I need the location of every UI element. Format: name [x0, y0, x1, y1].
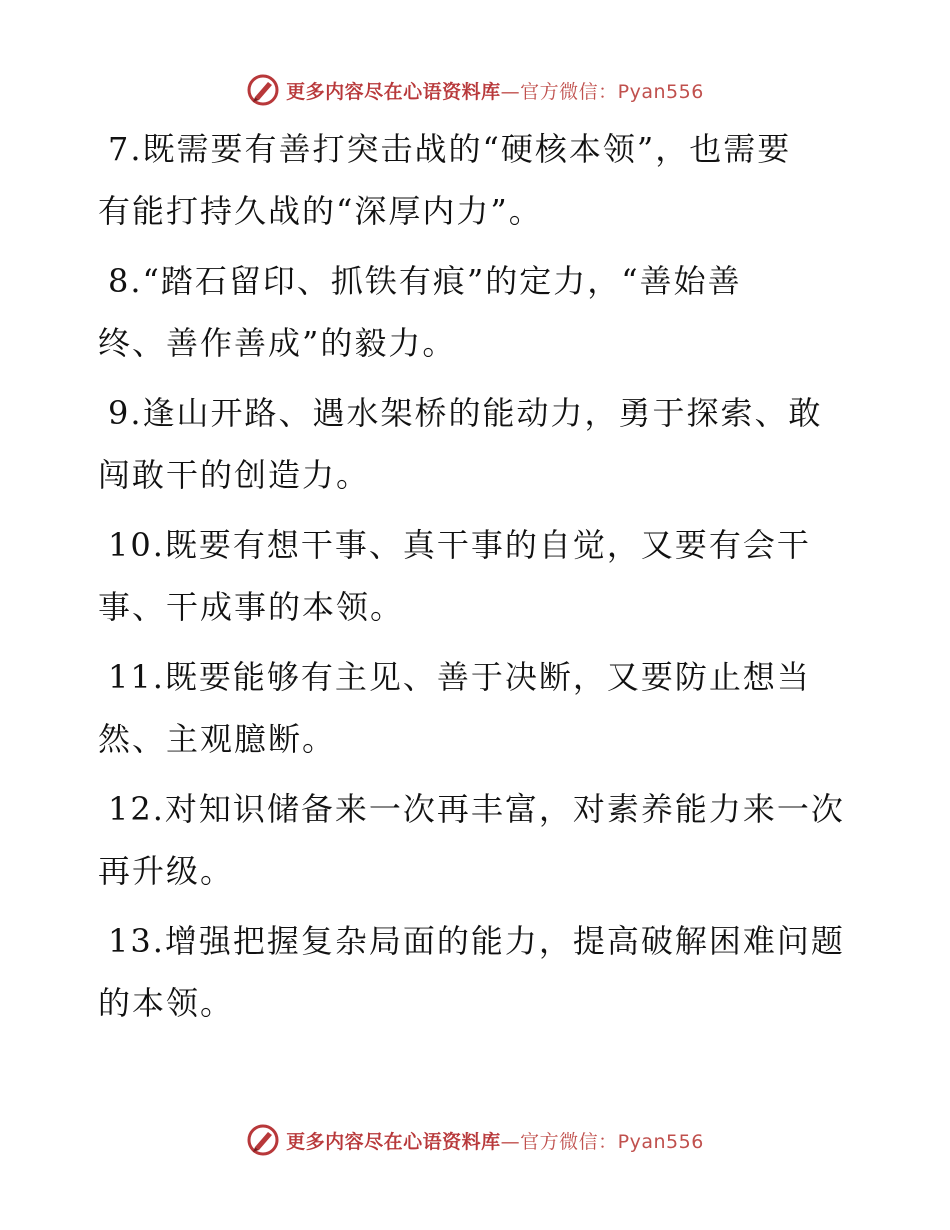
watermark-text: 更多内容尽在心语资料库—官方微信：Pyan556	[286, 1130, 704, 1153]
item-line: 终、善作善成”的毅力。	[98, 324, 457, 362]
list-item	[98, 250, 858, 374]
document-body	[98, 118, 858, 1042]
item-line: 有能打持久战的“深厚内力”。	[98, 192, 543, 230]
list-item	[98, 514, 858, 638]
item-line: 12.对知识储备来一次再丰富，对素养能力来一次	[108, 790, 845, 828]
list-item	[98, 118, 858, 242]
item-line: 然、主观臆断。	[98, 720, 337, 758]
footer-watermark	[0, 1120, 950, 1160]
item-line: 13.增强把握复杂局面的能力，提高破解困难问题	[108, 922, 845, 960]
list-item	[98, 646, 858, 770]
watermark-text: 更多内容尽在心语资料库—官方微信：Pyan556	[286, 80, 704, 103]
item-line: 再升级。	[98, 852, 235, 890]
item-line: 11.既要能够有主见、善于决断，又要防止想当	[108, 658, 811, 696]
item-line: 9.逢山开路、遇水架桥的能动力，勇于探索、敢	[108, 394, 823, 432]
list-item	[98, 382, 858, 506]
item-line: 的本领。	[98, 984, 235, 1022]
item-line: 8.“踏石留印、抓铁有痕”的定力，“善始善	[108, 262, 742, 300]
list-item	[98, 778, 858, 902]
brand-logo-icon	[246, 1123, 280, 1157]
item-line: 10.既要有想干事、真干事的自觉，又要有会干	[108, 526, 811, 564]
item-line: 事、干成事的本领。	[98, 588, 405, 626]
header-watermark	[0, 70, 950, 110]
item-line: 7.既需要有善打突击战的“硬核本领”，也需要	[108, 130, 792, 168]
brand-logo-icon	[246, 73, 280, 107]
list-item	[98, 910, 858, 1034]
item-line: 闯敢干的创造力。	[98, 456, 371, 494]
